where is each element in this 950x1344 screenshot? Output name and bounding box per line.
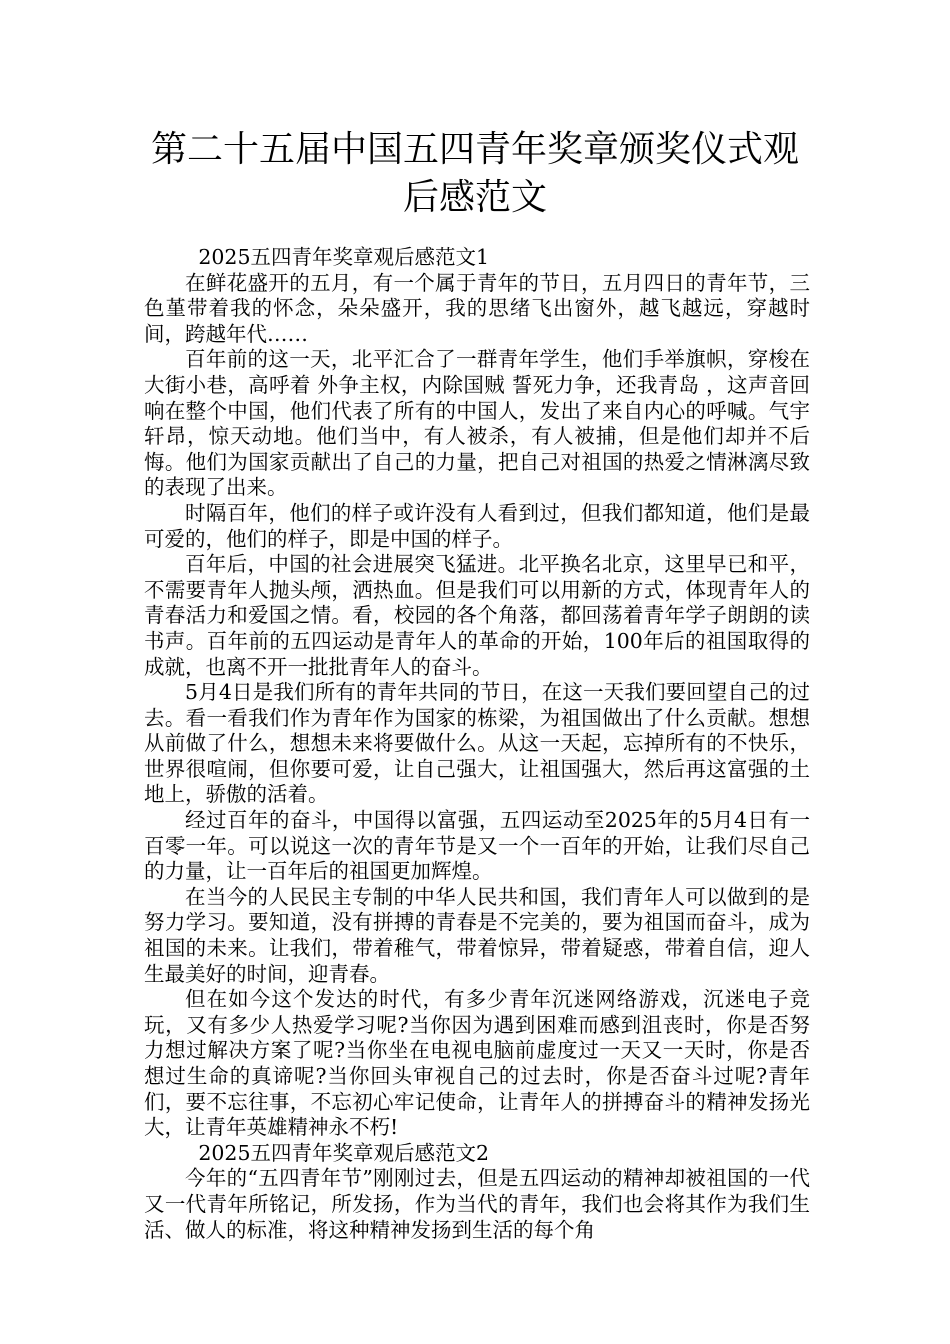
document-body — [144, 245, 810, 1243]
paragraph: 在当今的人民民主专制的中华人民共和国，我们青年人可以做到的是努力学习。要知道，没有拼搏的青春是不完美的，要为祖国而奋斗，成为祖国的未来。让我们，带着稚气，带着惊异，带着疑惑，带着自信，迎人生最美好的时间，迎青春。 — [144, 884, 810, 986]
section-heading-2: 2025五四青年奖章观后感范文2 — [198, 1140, 490, 1165]
paragraph: 时隔百年，他们的样子或许没有人看到过，但我们都知道，他们是最可爱的，他们的样子，即是中国的样子。 — [144, 500, 810, 551]
title-line-2: 后感范文 — [402, 177, 547, 218]
paragraph: 在鲜花盛开的五月，有一个属于青年的节日，五月四日的青年节，三色堇带着我的怀念，朵朵盛开，我的思绪飞出窗外，越飞越远，穿越时间，跨越年代…… — [144, 270, 810, 346]
paragraph: 百年前的这一天，北平汇合了一群青年学生，他们手举旗帜，穿梭在大街小巷，高呼着 外争主权，内除国贼 誓死力争，还我青岛 ，这声音回响在整个中国，他们代表了所有的中国人，发出了来自内心的呼喊。气宇轩昂，惊天动地。他们当中，有人被杀，有人被捕，但是他们却并不后悔。他们为国家贡献出了自己的力量，把自己对祖国的热爱之情淋漓尽致的表现了出来。 — [144, 347, 810, 500]
paragraph: 今年的“五四青年节”刚刚过去，但是五四运动的精神却被祖国的一代又一代青年所铭记，所发扬，作为当代的青年，我们也会将其作为我们生活、做人的标准，将这种精神发扬到生活的每个角 — [144, 1166, 810, 1242]
title-line-1: 第二十五届中国五四青年奖章颁奖仪式观 — [150, 129, 799, 170]
paragraph: 百年后，中国的社会进展突飞猛进。北平换名北京，这里早已和平，不需要青年人抛头颅，洒热血。但是我们可以用新的方式，体现青年人的青春活力和爱国之情。看，校园的各个角落，都回荡着青年学子朗朗的读书声。百年前的五四运动是青年人的革命的开始，100年后的祖国取得的成就，也离不开一批批青年人的奋斗。 — [144, 552, 810, 679]
document-title — [0, 126, 950, 222]
paragraph: 经过百年的奋斗，中国得以富强，五四运动至2025年的5月4日有一百零一年。可以说这一次的青年节是又一个一百年的开始，让我们尽自己的力量，让一百年后的祖国更加辉煌。 — [144, 808, 810, 884]
paragraph: 但在如今这个发达的时代，有多少青年沉迷网络游戏，沉迷电子竞玩，又有多少人热爱学习呢?当你因为遇到困难而感到沮丧时，你是否努力想过解决方案了呢?当你坐在电视电脑前虚度过一天又一天时，你是否想过生命的真谛呢?当你回头审视自己的过去时，你是否奋斗过呢?青年们，要不忘往事，不忘初心牢记使命，让青年人的拼搏奋斗的精神发扬光大，让青年英雄精神永不朽! — [144, 987, 810, 1140]
section-heading-1: 2025五四青年奖章观后感范文1 — [198, 245, 490, 269]
paragraph: 5月4日是我们所有的青年共同的节日，在这一天我们要回望自己的过去。看一看我们作为青年作为国家的栋梁，为祖国做出了什么贡献。想想从前做了什么，想想未来将要做什么。从这一天起，忘掉所有的不快乐，世界很喧闹，但你要可爱，让自己强大，让祖国强大，然后再这富强的土地上，骄傲的活着。 — [144, 680, 810, 807]
